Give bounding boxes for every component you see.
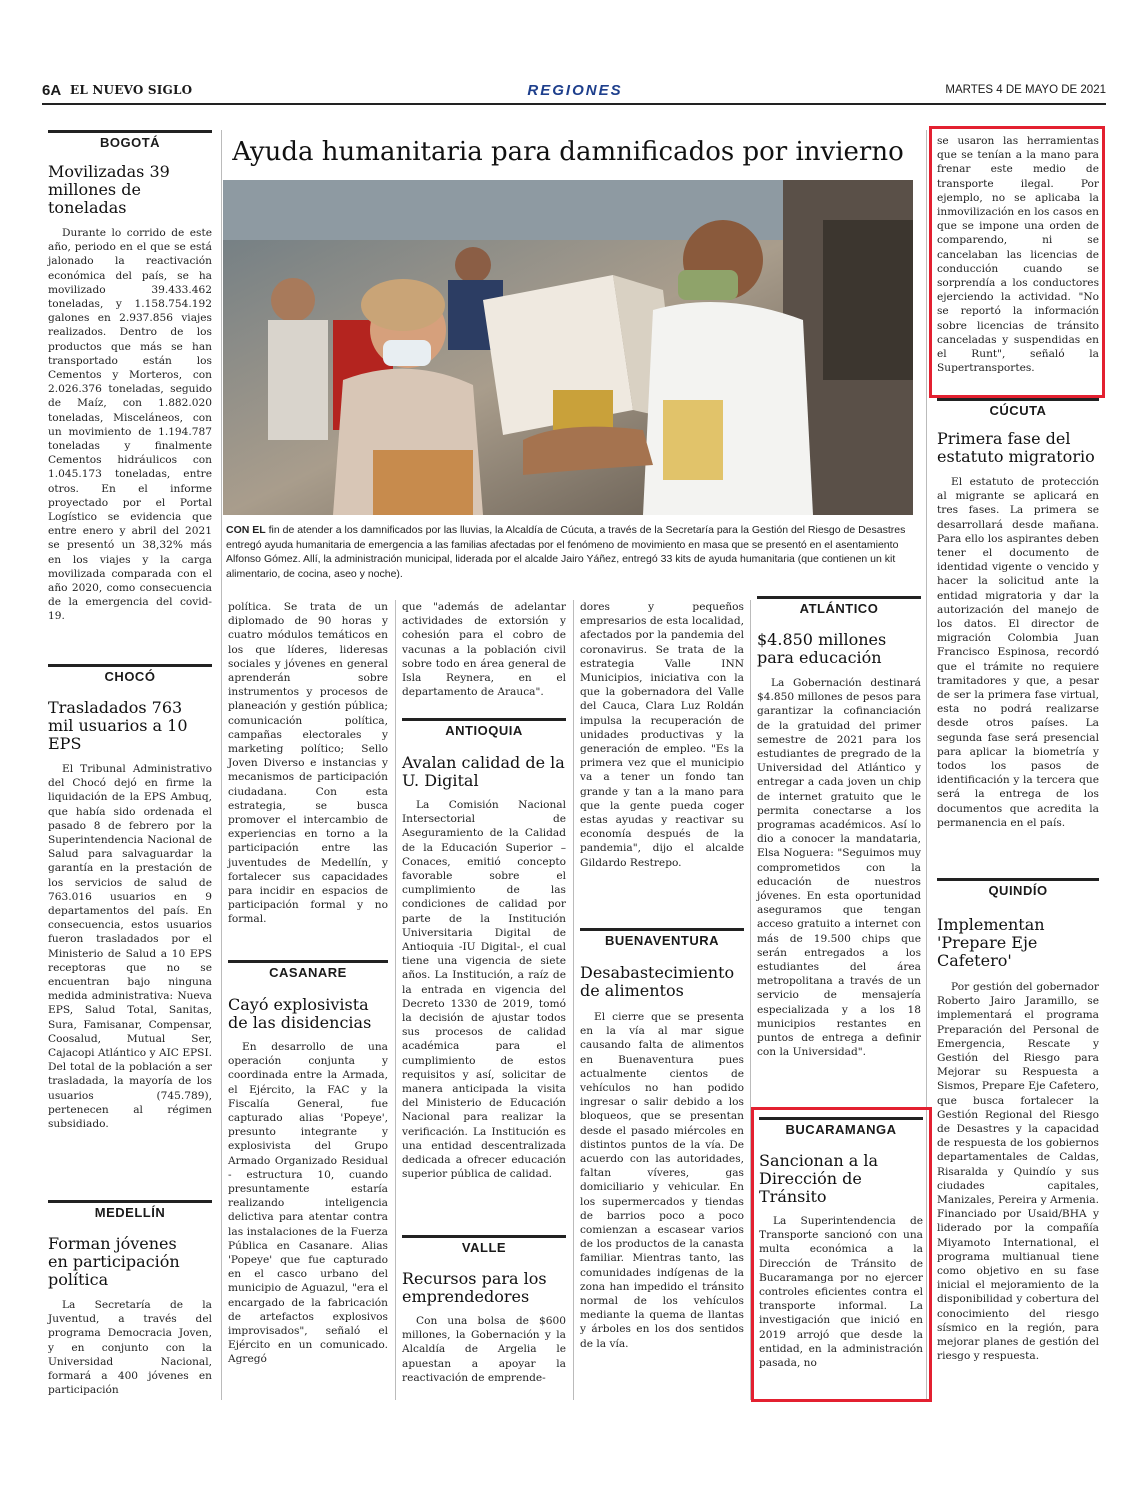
section-label-bogota: BOGOTÁ <box>48 130 212 150</box>
article-bucaramanga: La Superintendencia de Transporte sancionó con una multa económica a la Dirección de Tránsito de Bucaramanga por no ejercer controles eficientes contra el transporte informal. La investigación que inició en 2019 arrojó que desde la entidad, en la administración pasada, no <box>759 1215 923 1370</box>
page-number: 6A <box>42 82 62 99</box>
headline-bogota: Movilizadas 39 millones de toneladas <box>48 162 170 217</box>
article-casanare: En desarrollo de una operación conjunta y coordinada entre la Armada, el Ejército, la FAC y la Fiscalía General, fue capturado alias 'Popeye', presunto integrante y explosivista del Grupo Armado Organizado Residual - estructura 10, cuando presuntamente estaría realizando inteligencia delictiva para atentar contra las instalaciones de la Fuerza Pública en Casanare. Alias 'Popeye' que fue capturado en el casco urbano del municipio de Aguazul, "era el encargado de la fabricación de artefactos explosivos improvisados", señaló el Ejército en un comunicado. Agregó <box>228 1041 388 1366</box>
column-divider <box>221 130 222 1400</box>
column-divider <box>395 600 396 1400</box>
column-divider <box>573 600 574 1400</box>
section-label-casanare: CASANARE <box>228 960 388 980</box>
article-casanare-continued: que "además de adelantar actividades de extorsión y cohesión para el cobro de vacunas a la población civil sobre todo en área general de Isla Reynera, en el departamento de Arauca". <box>402 601 566 699</box>
main-photo <box>223 180 913 515</box>
section-label-choco: CHOCÓ <box>48 664 212 684</box>
article-atlantico: La Gobernación destinará $4.850 millones de pesos para garantizar la cofinanciación de la gratuidad del primer semestre de 2021 para los estudiantes de pregrado de la Universidad del Atlántico y entregar a cada joven un chip de internet gratuito que le permita conectarse a los programas académicos. Así lo dio a conocer la mandataria, Elsa Noguera: "Seguimos muy comprometidos con la educación de nuestros jóvenes. En esta oportunidad aseguramos que tengan acceso gratuito a internet con más de 19.500 chips que serán entregados a los estudiantes del área metropolitana a través de un servicio de mensajería especializada y a los 18 municipios restantes en puntos de entrega a definir con la Universidad". <box>757 677 921 1059</box>
headline-cucuta: Primera fase del estatuto migratorio <box>937 429 1095 466</box>
article-medellin-part1: La Secretaría de la Juventud, a través del programa Democracia Joven, y en conjunto con la Universidad Nacional, formará a 400 jóvenes en participación <box>48 1299 212 1397</box>
section-label-medellin: MEDELLÍN <box>48 1200 212 1220</box>
headline-casanare: Cayó explosivista de las disidencias <box>228 995 372 1032</box>
headline-choco: Trasladados 763 mil usuarios a 10 EPS <box>48 698 188 753</box>
section-title: REGIONES <box>527 82 623 99</box>
section-label-buenaventura: BUENAVENTURA <box>580 928 744 948</box>
headline-valle: Recursos para los emprendedores <box>402 1269 547 1306</box>
article-quindio: Por gestión del gobernador Roberto Jairo Jaramillo, se implementará el programa Preparación del Personal de Emergencia, Rescate y Gestión del Riesgo para Mejorar su Respuesta a Sismos, Prepare Eje Cafetero, que busca fortalecer la Gestión Regional del Riesgo de Desastres y la capacidad de respuesta de los gobiernos departamentales de Caldas, Risaralda y Quindío y sus ciudades capitales, Manizales, Pereira y Armenia. Financiado por Usaid/BHA y liderado por la compañía Miyamoto International, el programa multianual tiene como objetivo en su fase inicial el mejoramiento de la disponibilidad y cobertura del conocimiento del riesgo sísmico en la región, para mejorar planes de gestión del riesgo y respuesta. <box>937 981 1099 1363</box>
header-rule <box>42 103 1106 105</box>
article-valle-continued: dores y pequeños empresarios de esta localidad, afectados por la pandemia del coronavirus. Se trata de la estrategia Valle INN Municipios, iniciativa con la que la gobernadora del Valle del Cauca, Clara Luz Roldán impulsa la recuperación de unidades productivas y la generación de empleo. "Es la primera vez que el municipio va a tener un fondo tan grande y tan a la mano para que la gente pueda coger estas ayudas y reactivar su economía después de la pandemia", dijo el alcalde Gildardo Restrepo. <box>580 601 744 869</box>
caption-text: fin de atender a los damnificados por las lluvias, la Alcaldía de Cúcuta, a través de la Secretaría para la Gestión del Riesgo de Desastres entregó ayuda humanitaria de emergencia a las familias afectadas por el fenómeno de movimiento en masa que se presentó en el asentamiento Alfonso Gómez. Allí, la administración municipal, liderada por el alcalde Jairo Yáñez, entregó 33 kits de ayuda humanitaria (que contienen un kit alimentario, de cocina, aseo y noche). <box>226 524 906 580</box>
newspaper-name: EL NUEVO SIGLO <box>70 83 193 97</box>
photo-caption <box>226 523 910 581</box>
section-label-antioquia: ANTIOQUIA <box>402 718 566 738</box>
main-headline: Ayuda humanitaria para damnificados por invierno <box>232 137 904 167</box>
article-cucuta: El estatuto de protección al migrante se aplicará en tres fases. La primera se desarrollará desde mañana. Para ello los aspirantes deben tener el documento de identidad vigente o vencido y hacer la solicitud ante la entidad migratoria y dar la autorización del manejo de los datos. El director de migración Colombia Juan Francisco Espinosa, recordó que el trámite no requiere tramitadores y que, a pesar de ser la primera fase virtual, esta no podrá realizarse desde otros países. La segunda fase será presencial para aplicar la biometría y todos los pasos de identificación y la tercera que será la entrega de los documentos que acredita la permanencia en el país. <box>937 476 1099 829</box>
photo-illustration <box>223 180 913 515</box>
headline-atlantico: $4.850 millones para educación <box>757 630 887 667</box>
headline-medellin: Forman jóvenes en participación política <box>48 1234 180 1289</box>
issue-date: MARTES 4 DE MAYO DE 2021 <box>945 84 1106 96</box>
section-label-atlantico: ATLÁNTICO <box>757 596 921 616</box>
article-antioquia: La Comisión Nacional Intersectorial de Aseguramiento de la Calidad de la Educación Superior – Conaces, emitió concepto favorable sobre el cumplimiento de las condiciones de calidad por parte de la Institución Universitaria Digital de Antioquia -IU Digital-, el cual tiene una vigencia de siete años. La Institución, a raíz de la entrada en vigencia del Decreto 1330 de 2019, tomó la decisión de ajustar todos sus procesos de calidad académica para el cumplimiento de estos requisitos y así, solicitar de manera anticipada la visita del Ministerio de Educación Nacional para realizar la verificación. La Institución es una entidad descentralizada dedicada a ofrecer educación superior pública de calidad. <box>402 799 566 1181</box>
headline-bucaramanga: Sancionan a la Dirección de Tránsito <box>759 1151 879 1206</box>
article-medellin-part2: política. Se trata de un diplomado de 90 horas y cuatro módulos temáticos en los que líderes, lideresas sociales y jóvenes en general aprenderán sobre instrumentos y procesos de planeación y gestión pública; comunicación política, campañas electorales y marketing político; Sello Joven Diverso e instancias y mecanismos de participación ciudadana. Con esta estrategia, se busca promover el intercambio de experiencias en torno a la participación entre las juventudes de Medellín, y fortalecer sus capacidades para incidir en espacios de participación formal y no formal. <box>228 601 388 926</box>
section-label-valle: VALLE <box>402 1235 566 1255</box>
article-bucaramanga-continued: se usaron las herramientas que se tenían a la mano para frenar este medio de transporte ilegal. Por ejemplo, no se aplicaba la inmovilización en los casos en que se impone una orden de comparendo, ni se cancelaban las licencias de conducción cuando se sorprendía a los conductores ejerciendo la actividad. "No se reportó la información sobre licencias de tránsito canceladas y suspendidas en el Runt", señaló la Supertransportes. <box>937 135 1099 375</box>
article-valle: Con una bolsa de $600 millones, la Gobernación y la Alcaldía de Argelia le apuestan a apoyar la reactivación de emprende- <box>402 1315 566 1384</box>
section-label-quindio: QUINDÍO <box>937 878 1099 898</box>
article-bogota: Durante lo corrido de este año, periodo en el que se está jalonado la reactivación económica del país, se ha movilizado 39.433.462 toneladas, y 1.158.754.192 galones en 2.937.856 viajes realizados. Dentro de los productos que más se han transportado están los Cementos y Morteros, con 2.026.376 toneladas, seguido de Maíz, con 1.882.020 toneladas, Misceláneos, con un movimiento de 1.194.787 toneladas y finalmente Cementos hidráulicos con 1.045.173 toneladas, entre otros. En el informe proyectado por el Portal Logístico se evidencia que entre enero y abril del 2021 se presentó un 38,32% más en los viajes y la carga movilizada comparada con el año 2020, como consecuencia de la emergencia del covid-19. <box>48 227 212 623</box>
caption-lead: CON EL <box>226 524 266 536</box>
headline-quindio: Implementan 'Prepare Eje Cafetero' <box>937 915 1045 970</box>
article-choco: El Tribunal Administrativo del Chocó dejó en firme la liquidación de la EPS Ambuq, que había sido ordenada el pasado 8 de febrero por la Superintendencia Nacional de Salud para salvaguardar la garantía en la prestación de los servicios de salud de 763.016 usuarios en 9 departamentos del país. En consecuencia, estos usuarios fueron trasladados por el Ministerio de Salud a 10 EPS receptoras que no se encuentran bajo ninguna medida administrativa: Nueva EPS, Salud Total, Sanitas, Sura, Famisanar, Compensar, Coosalud, Mutual Ser, Cajacopi Atlántico y AIC EPSI. Del total de la población a ser trasladada, la mayoría de los usuarios (745.789), pertenecen al régimen subsidiado. <box>48 763 212 1131</box>
headline-buenaventura: Desabastecimiento de alimentos <box>580 963 735 1000</box>
article-buenaventura: El cierre que se presenta en la vía al mar sigue causando falta de alimentos en Buenaventura pues actualmente cientos de vehículos no han podido ingresar o salir debido a los bloqueos, que se presentan desde el pasado miércoles en distintos puntos de la vía. De acuerdo con las autoridades, faltan víveres, gas domiciliario y vehicular. En los supermercados y tiendas de barrios poco a poco comienzan a escasear varios de los productos de la canasta familiar. Mientras tanto, las comunidades indígenas de la zona han impedido el tránsito normal de los vehículos mediante la quema de llantas y árboles en los dos sentidos de la vía. <box>580 1011 744 1350</box>
headline-antioquia: Avalan calidad de la U. Digital <box>402 753 565 790</box>
section-label-bucaramanga: BUCARAMANGA <box>759 1117 923 1137</box>
section-label-cucuta: CÚCUTA <box>937 398 1099 418</box>
